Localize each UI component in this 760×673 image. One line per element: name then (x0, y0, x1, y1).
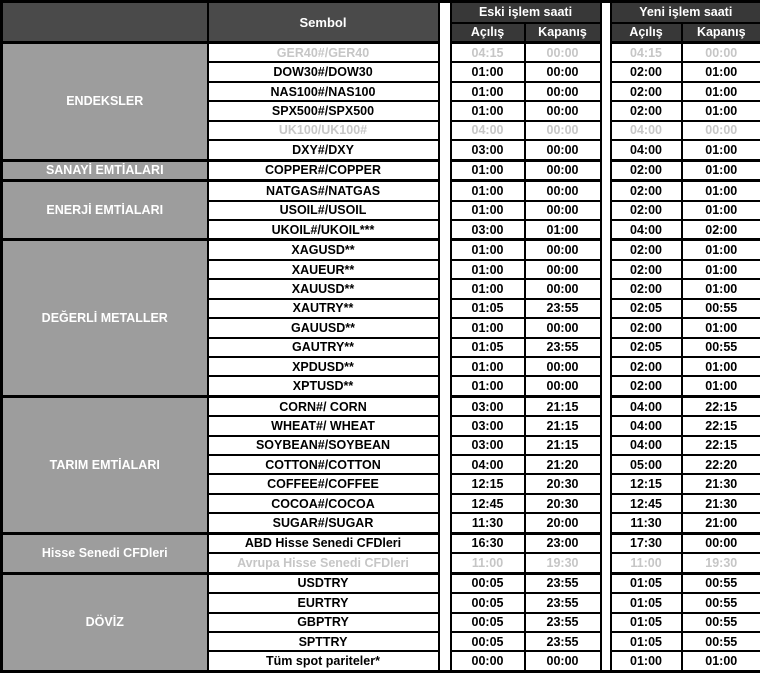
time-cell: 23:55 (525, 299, 601, 318)
column-gap (601, 416, 611, 435)
time-cell: 03:00 (451, 436, 525, 455)
time-cell: 01:05 (451, 299, 525, 318)
column-gap (439, 240, 451, 260)
time-cell: 23:55 (525, 573, 601, 593)
column-gap (439, 43, 451, 63)
symbol-cell: UK100/UK100# (208, 121, 439, 140)
time-cell: 19:30 (682, 553, 760, 573)
column-gap (439, 396, 451, 416)
time-cell: 11:00 (611, 553, 682, 573)
time-cell: 23:00 (525, 533, 601, 553)
time-cell: 01:00 (682, 201, 760, 220)
symbol-cell: EURTRY (208, 593, 439, 612)
time-cell: 21:15 (525, 416, 601, 435)
time-cell: 22:15 (682, 416, 760, 435)
time-cell: 01:05 (451, 338, 525, 357)
time-cell: 16:30 (451, 533, 525, 553)
time-cell: 21:30 (682, 494, 760, 513)
symbol-cell: COPPER#/COPPER (208, 160, 439, 181)
symbol-cell: XAGUSD** (208, 240, 439, 260)
time-cell: 01:00 (682, 357, 760, 376)
time-cell: 04:00 (611, 121, 682, 140)
column-gap (439, 160, 451, 181)
symbol-cell: XPDUSD** (208, 357, 439, 376)
time-cell: 21:20 (525, 455, 601, 474)
column-gap (439, 181, 451, 201)
time-cell: 00:00 (525, 140, 601, 160)
column-gap (601, 43, 611, 63)
time-cell: 02:00 (611, 181, 682, 201)
column-gap (601, 62, 611, 81)
time-cell: 00:00 (525, 240, 601, 260)
time-cell: 00:05 (451, 613, 525, 632)
symbol-cell: DOW30#/DOW30 (208, 62, 439, 81)
time-cell: 03:00 (451, 416, 525, 435)
time-cell: 02:00 (682, 220, 760, 240)
time-cell: 04:15 (451, 43, 525, 63)
time-cell: 12:45 (611, 494, 682, 513)
column-gap (439, 474, 451, 493)
symbol-column-header: Sembol (208, 2, 439, 43)
time-cell: 01:00 (682, 82, 760, 101)
category-cell: ENDEKSLER (2, 43, 208, 161)
time-cell: 00:05 (451, 573, 525, 593)
symbol-cell: UKOIL#/UKOIL*** (208, 220, 439, 240)
time-cell: 12:15 (611, 474, 682, 493)
column-gap (439, 494, 451, 513)
time-cell: 23:55 (525, 613, 601, 632)
column-gap (601, 632, 611, 651)
column-gap (601, 494, 611, 513)
symbol-cell: USDTRY (208, 573, 439, 593)
time-cell: 02:00 (611, 201, 682, 220)
time-cell: 01:05 (611, 573, 682, 593)
column-gap (601, 121, 611, 140)
time-cell: 04:00 (451, 455, 525, 474)
column-gap (439, 613, 451, 632)
corner-cell (2, 2, 208, 43)
time-cell: 04:00 (451, 121, 525, 140)
table-header (2, 2, 760, 43)
time-cell: 01:00 (682, 279, 760, 298)
symbol-cell: COCOA#/COCOA (208, 494, 439, 513)
column-gap (601, 533, 611, 553)
time-cell: 00:55 (682, 632, 760, 651)
new-close-header: Kapanış (682, 23, 760, 43)
category-cell: SANAYİ EMTİALARI (2, 160, 208, 181)
category-cell: ENERJİ EMTİALARI (2, 181, 208, 240)
time-cell: 00:00 (525, 121, 601, 140)
column-gap (601, 220, 611, 240)
old-close-header: Kapanış (525, 23, 601, 43)
symbol-cell: XAUTRY** (208, 299, 439, 318)
time-cell: 00:00 (525, 62, 601, 81)
time-cell: 01:00 (451, 260, 525, 279)
column-gap (601, 260, 611, 279)
symbol-cell: WHEAT#/ WHEAT (208, 416, 439, 435)
column-gap (439, 573, 451, 593)
column-gap (601, 436, 611, 455)
new-session-group-header: Yeni işlem saati (611, 2, 760, 23)
time-cell: 02:00 (611, 318, 682, 337)
symbol-cell: GER40#/GER40 (208, 43, 439, 63)
symbol-cell: ABD Hisse Senedi CFDleri (208, 533, 439, 553)
table-row (2, 160, 760, 181)
column-gap (601, 82, 611, 101)
time-cell: 02:00 (611, 101, 682, 120)
column-gap (439, 376, 451, 396)
time-cell: 00:00 (682, 43, 760, 63)
time-cell: 01:00 (682, 260, 760, 279)
column-gap (439, 553, 451, 573)
time-cell: 20:30 (525, 474, 601, 493)
symbol-cell: COFFEE#/COFFEE (208, 474, 439, 493)
category-cell: DEĞERLİ METALLER (2, 240, 208, 396)
time-cell: 01:00 (451, 318, 525, 337)
column-gap (601, 553, 611, 573)
time-cell: 01:05 (611, 613, 682, 632)
column-gap (439, 357, 451, 376)
column-gap (439, 101, 451, 120)
table-body (2, 43, 760, 672)
time-cell: 00:00 (451, 651, 525, 671)
time-cell: 11:30 (611, 513, 682, 533)
time-cell: 00:00 (525, 651, 601, 671)
time-cell: 20:30 (525, 494, 601, 513)
time-cell: 01:00 (451, 201, 525, 220)
time-cell: 02:00 (611, 160, 682, 181)
column-gap (601, 101, 611, 120)
time-cell: 01:00 (451, 376, 525, 396)
time-cell: 19:30 (525, 553, 601, 573)
column-gap (439, 140, 451, 160)
time-cell: 02:00 (611, 62, 682, 81)
time-cell: 01:00 (451, 62, 525, 81)
symbol-cell: DXY#/DXY (208, 140, 439, 160)
category-cell: TARIM EMTİALARI (2, 396, 208, 533)
column-gap (601, 2, 611, 43)
table-row (2, 43, 760, 63)
time-cell: 00:00 (525, 357, 601, 376)
time-cell: 01:00 (451, 101, 525, 120)
column-gap (601, 338, 611, 357)
column-gap (601, 573, 611, 593)
column-gap (439, 62, 451, 81)
time-cell: 23:55 (525, 593, 601, 612)
time-cell: 01:00 (525, 220, 601, 240)
time-cell: 00:00 (682, 121, 760, 140)
time-cell: 01:00 (682, 651, 760, 671)
symbol-cell: NATGAS#/NATGAS (208, 181, 439, 201)
symbol-cell: XAUUSD** (208, 279, 439, 298)
column-gap (439, 318, 451, 337)
time-cell: 21:00 (682, 513, 760, 533)
time-cell: 01:05 (611, 632, 682, 651)
column-gap (601, 376, 611, 396)
column-gap (439, 632, 451, 651)
table-row (2, 573, 760, 593)
time-cell: 01:00 (451, 160, 525, 181)
time-cell: 01:00 (451, 82, 525, 101)
time-cell: 02:00 (611, 376, 682, 396)
time-cell: 01:00 (451, 181, 525, 201)
time-cell: 22:15 (682, 396, 760, 416)
time-cell: 04:00 (611, 436, 682, 455)
time-cell: 00:00 (525, 260, 601, 279)
time-cell: 04:00 (611, 140, 682, 160)
time-cell: 11:30 (451, 513, 525, 533)
column-gap (439, 2, 451, 43)
time-cell: 00:05 (451, 593, 525, 612)
column-gap (601, 318, 611, 337)
time-cell: 00:00 (525, 160, 601, 181)
time-cell: 21:30 (682, 474, 760, 493)
time-cell: 03:00 (451, 140, 525, 160)
time-cell: 00:00 (525, 82, 601, 101)
time-cell: 23:55 (525, 632, 601, 651)
time-cell: 00:00 (525, 181, 601, 201)
category-cell: DÖVİZ (2, 573, 208, 671)
time-cell: 01:00 (682, 318, 760, 337)
column-gap (439, 82, 451, 101)
symbol-cell: GAUTRY** (208, 338, 439, 357)
column-gap (439, 260, 451, 279)
column-gap (601, 279, 611, 298)
column-gap (601, 240, 611, 260)
time-cell: 01:00 (451, 240, 525, 260)
time-cell: 00:00 (682, 533, 760, 553)
column-gap (601, 593, 611, 612)
category-cell: Hisse Senedi CFDleri (2, 533, 208, 573)
time-cell: 00:00 (525, 279, 601, 298)
table-row (2, 396, 760, 416)
column-gap (439, 338, 451, 357)
symbol-cell: XAUEUR** (208, 260, 439, 279)
time-cell: 04:15 (611, 43, 682, 63)
new-open-header: Açılış (611, 23, 682, 43)
column-gap (601, 651, 611, 671)
time-cell: 12:15 (451, 474, 525, 493)
time-cell: 23:55 (525, 338, 601, 357)
symbol-cell: XPTUSD** (208, 376, 439, 396)
time-cell: 01:00 (682, 181, 760, 201)
symbol-cell: GBPTRY (208, 613, 439, 632)
symbol-cell: GAUUSD** (208, 318, 439, 337)
time-cell: 00:00 (525, 101, 601, 120)
time-cell: 05:00 (611, 455, 682, 474)
column-gap (439, 455, 451, 474)
time-cell: 01:00 (451, 279, 525, 298)
column-gap (439, 593, 451, 612)
time-cell: 00:55 (682, 613, 760, 632)
column-gap (439, 220, 451, 240)
time-cell: 01:00 (682, 62, 760, 81)
column-gap (601, 357, 611, 376)
time-cell: 00:00 (525, 43, 601, 63)
column-gap (439, 416, 451, 435)
column-gap (439, 279, 451, 298)
time-cell: 02:05 (611, 338, 682, 357)
time-cell: 03:00 (451, 220, 525, 240)
column-gap (439, 201, 451, 220)
time-cell: 11:00 (451, 553, 525, 573)
time-cell: 00:55 (682, 573, 760, 593)
column-gap (601, 474, 611, 493)
time-cell: 01:00 (611, 651, 682, 671)
time-cell: 04:00 (611, 220, 682, 240)
time-cell: 01:00 (682, 376, 760, 396)
time-cell: 01:00 (451, 357, 525, 376)
time-cell: 00:05 (451, 632, 525, 651)
time-cell: 01:00 (682, 160, 760, 181)
time-cell: 00:00 (525, 376, 601, 396)
column-gap (439, 121, 451, 140)
column-gap (439, 299, 451, 318)
time-cell: 22:15 (682, 436, 760, 455)
time-cell: 02:00 (611, 279, 682, 298)
column-gap (439, 513, 451, 533)
time-cell: 02:00 (611, 82, 682, 101)
table-row (2, 240, 760, 260)
symbol-cell: Avrupa Hisse Senedi CFDleri (208, 553, 439, 573)
old-session-group-header: Eski işlem saati (451, 2, 601, 23)
time-cell: 12:45 (451, 494, 525, 513)
symbol-cell: SPX500#/SPX500 (208, 101, 439, 120)
column-gap (601, 396, 611, 416)
time-cell: 03:00 (451, 396, 525, 416)
symbol-cell: CORN#/ CORN (208, 396, 439, 416)
symbol-cell: COTTON#/COTTON (208, 455, 439, 474)
time-cell: 01:00 (682, 101, 760, 120)
old-open-header: Açılış (451, 23, 525, 43)
table-row (2, 181, 760, 201)
column-gap (601, 513, 611, 533)
time-cell: 00:00 (525, 201, 601, 220)
table-row (2, 533, 760, 553)
time-cell: 01:00 (682, 140, 760, 160)
time-cell: 02:05 (611, 299, 682, 318)
time-cell: 21:15 (525, 396, 601, 416)
time-cell: 02:00 (611, 357, 682, 376)
column-gap (439, 436, 451, 455)
time-cell: 02:00 (611, 260, 682, 279)
time-cell: 01:05 (611, 593, 682, 612)
time-cell: 04:00 (611, 416, 682, 435)
time-cell: 17:30 (611, 533, 682, 553)
time-cell: 22:20 (682, 455, 760, 474)
column-gap (601, 455, 611, 474)
symbol-cell: SPTTRY (208, 632, 439, 651)
time-cell: 20:00 (525, 513, 601, 533)
time-cell: 00:55 (682, 338, 760, 357)
column-gap (601, 140, 611, 160)
column-gap (439, 651, 451, 671)
column-gap (601, 613, 611, 632)
time-cell: 01:00 (682, 240, 760, 260)
time-cell: 04:00 (611, 396, 682, 416)
time-cell: 02:00 (611, 240, 682, 260)
column-gap (601, 201, 611, 220)
column-gap (601, 299, 611, 318)
time-cell: 00:55 (682, 593, 760, 612)
column-gap (601, 160, 611, 181)
symbol-cell: Tüm spot pariteler* (208, 651, 439, 671)
time-cell: 00:55 (682, 299, 760, 318)
column-gap (601, 181, 611, 201)
column-gap (439, 533, 451, 553)
time-cell: 00:00 (525, 318, 601, 337)
time-cell: 21:15 (525, 436, 601, 455)
symbol-cell: NAS100#/NAS100 (208, 82, 439, 101)
symbol-cell: USOIL#/USOIL (208, 201, 439, 220)
symbol-cell: SOYBEAN#/SOYBEAN (208, 436, 439, 455)
symbol-cell: SUGAR#/SUGAR (208, 513, 439, 533)
